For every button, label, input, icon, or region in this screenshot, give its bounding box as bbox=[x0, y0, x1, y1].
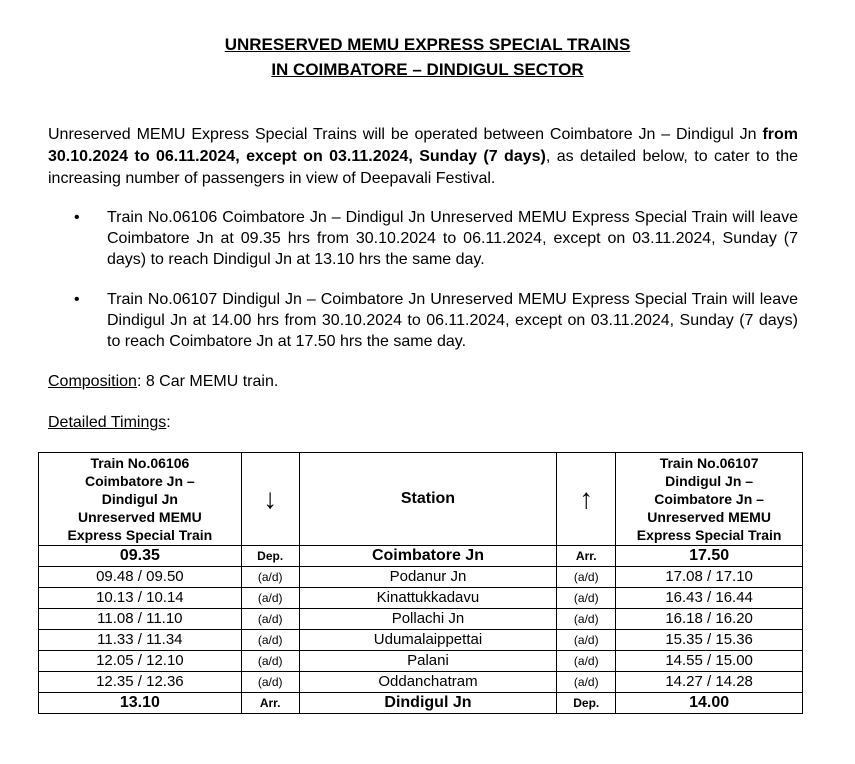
down-time: 11.08 / 11.10 bbox=[39, 609, 242, 630]
up-code: (a/d) bbox=[557, 651, 616, 672]
table-row bbox=[39, 588, 803, 609]
intro-text-1: Unreserved MEMU Express Special Trains will be operated between Coimbatore Jn – Dindigul Jn bbox=[48, 126, 763, 143]
bullet-train-06106 bbox=[74, 207, 798, 270]
table-row bbox=[39, 651, 803, 672]
table-header-row bbox=[39, 453, 803, 546]
up-time: 16.43 / 16.44 bbox=[616, 588, 803, 609]
up-time: 16.18 / 16.20 bbox=[616, 609, 803, 630]
up-time: 17.08 / 17.10 bbox=[616, 567, 803, 588]
header-text: Express Special Train bbox=[67, 527, 213, 543]
up-code: Dep. bbox=[557, 693, 616, 714]
header-text: Dindigul Jn bbox=[101, 491, 178, 507]
station-name: Palani bbox=[299, 651, 557, 672]
up-code: (a/d) bbox=[557, 672, 616, 693]
down-code: Dep. bbox=[241, 546, 299, 567]
down-code: (a/d) bbox=[241, 588, 299, 609]
up-code: (a/d) bbox=[557, 567, 616, 588]
table-row bbox=[39, 567, 803, 588]
header-text: Coimbatore Jn – bbox=[85, 473, 195, 489]
down-code: (a/d) bbox=[241, 651, 299, 672]
down-time: 12.35 / 12.36 bbox=[39, 672, 242, 693]
page-title-line1: UNRESERVED MEMU EXPRESS SPECIAL TRAINS bbox=[224, 35, 631, 54]
header-text: Unreserved MEMU bbox=[647, 509, 771, 525]
down-time: 11.33 / 11.34 bbox=[39, 630, 242, 651]
table-row bbox=[39, 693, 803, 714]
up-time: 14.27 / 14.28 bbox=[616, 672, 803, 693]
table-row bbox=[39, 630, 803, 651]
up-arrow-icon: ↑ bbox=[557, 453, 616, 546]
down-code: (a/d) bbox=[241, 672, 299, 693]
bullet-train-06107 bbox=[74, 289, 798, 352]
station-name: Coimbatore Jn bbox=[299, 546, 557, 567]
table-row bbox=[39, 546, 803, 567]
station-name: Podanur Jn bbox=[299, 567, 557, 588]
detailed-timings-heading bbox=[48, 412, 171, 434]
bullet-text: Train No.06107 Dindigul Jn – Coimbatore Jn Unreserved MEMU Express Special Train will leave Dindigul Jn at 14.00 hrs from 30.10.2024 to 06.11.2024, except on 03.11.2024, Sunday (7 days) to reach Coimbatore Jn at 17.50 hrs the same day. bbox=[107, 291, 798, 350]
up-code: (a/d) bbox=[557, 630, 616, 651]
up-time: 15.35 / 15.36 bbox=[616, 630, 803, 651]
down-code: (a/d) bbox=[241, 567, 299, 588]
page-title-line2: IN COIMBATORE – DINDIGUL SECTOR bbox=[271, 60, 584, 79]
up-time: 14.55 / 15.00 bbox=[616, 651, 803, 672]
intro-text-2: , as detailed below, to cater to the increasing number of passengers in view of Deepavali Festival. bbox=[48, 148, 799, 187]
down-code: (a/d) bbox=[241, 609, 299, 630]
down-time: 09.35 bbox=[39, 546, 242, 567]
composition-line bbox=[48, 371, 278, 393]
up-time: 17.50 bbox=[616, 546, 803, 567]
up-code: (a/d) bbox=[557, 609, 616, 630]
header-train-06106 bbox=[39, 453, 242, 546]
station-name: Pollachi Jn bbox=[299, 609, 557, 630]
header-text: Unreserved MEMU bbox=[78, 509, 202, 525]
up-code: (a/d) bbox=[557, 588, 616, 609]
down-arrow-icon: ↓ bbox=[241, 453, 299, 546]
station-name: Oddanchatram bbox=[299, 672, 557, 693]
header-text: Train No.06107 bbox=[659, 455, 759, 471]
header-train-06107 bbox=[616, 453, 803, 546]
bullet-dot: • bbox=[74, 209, 80, 226]
bullet-dot: • bbox=[74, 291, 80, 308]
down-time: 13.10 bbox=[39, 693, 242, 714]
table-row bbox=[39, 609, 803, 630]
header-text: Coimbatore Jn – bbox=[654, 491, 764, 507]
down-code: (a/d) bbox=[241, 630, 299, 651]
table-row bbox=[39, 672, 803, 693]
station-name: Dindigul Jn bbox=[299, 693, 557, 714]
header-text: Train No.06106 bbox=[90, 455, 190, 471]
down-time: 12.05 / 12.10 bbox=[39, 651, 242, 672]
composition-value: : 8 Car MEMU train. bbox=[136, 373, 279, 390]
down-time: 09.48 / 09.50 bbox=[39, 567, 242, 588]
header-text: Dindigul Jn – bbox=[665, 473, 754, 489]
station-name: Udumalaippettai bbox=[299, 630, 557, 651]
intro-dates: from 30.10.2024 to 06.11.2024, except on 03.11.2024, Sunday (7 days) bbox=[48, 126, 798, 165]
up-time: 14.00 bbox=[616, 693, 803, 714]
timings-suffix: : bbox=[166, 414, 171, 431]
header-station: Station bbox=[299, 453, 557, 546]
timings-label: Detailed Timings bbox=[48, 414, 167, 431]
timings-table bbox=[38, 452, 803, 714]
bullet-text: Train No.06106 Coimbatore Jn – Dindigul Jn Unreserved MEMU Express Special Train will leave Coimbatore Jn at 09.35 hrs from 30.10.2024 to 06.11.2024, except on 03.11.2024, Sunday (7 days) to reach Dindigul Jn at 13.10 hrs the same day. bbox=[107, 209, 798, 268]
down-code: Arr. bbox=[241, 693, 299, 714]
down-time: 10.13 / 10.14 bbox=[39, 588, 242, 609]
intro-paragraph bbox=[48, 124, 798, 190]
station-name: Kinattukkadavu bbox=[299, 588, 557, 609]
composition-label: Composition bbox=[48, 373, 137, 390]
header-text: Express Special Train bbox=[636, 527, 782, 543]
up-code: Arr. bbox=[557, 546, 616, 567]
